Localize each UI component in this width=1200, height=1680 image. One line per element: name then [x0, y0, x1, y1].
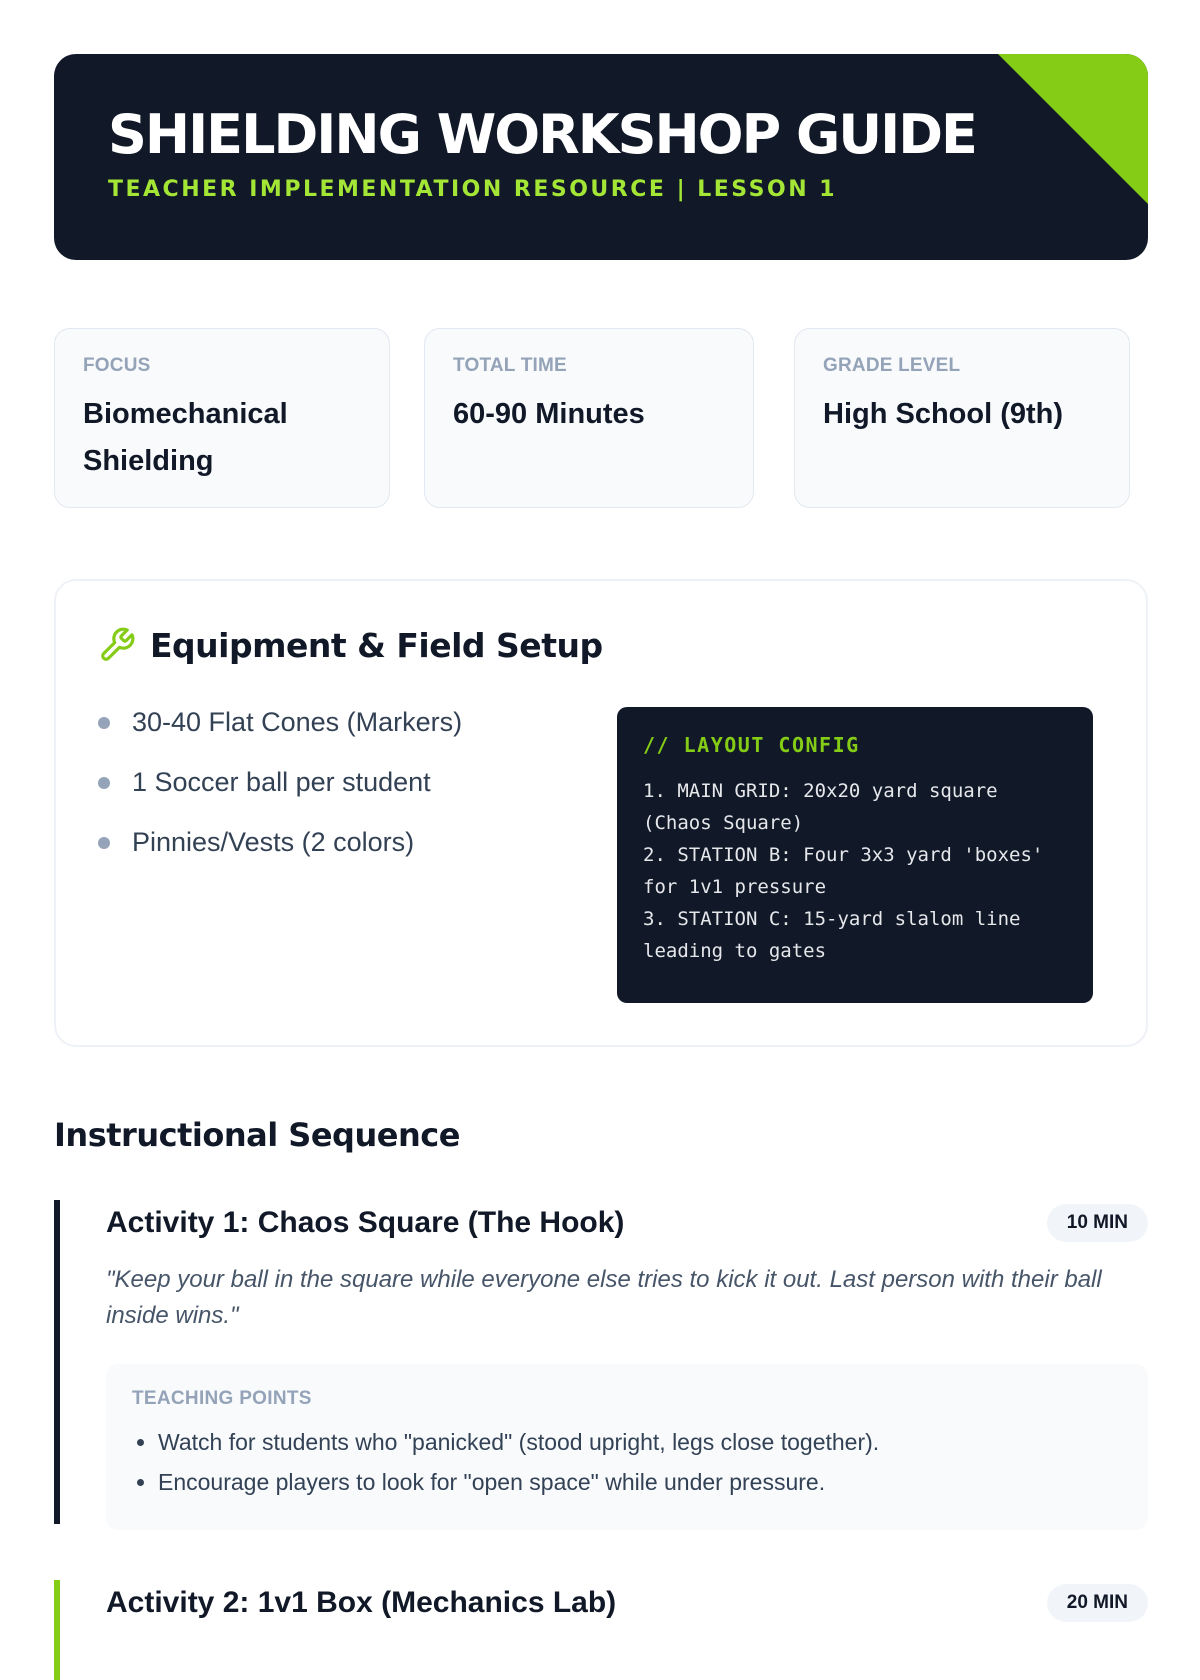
- bullet-icon: [98, 717, 110, 729]
- teaching-points-label: TEACHING POINTS: [132, 1388, 312, 1409]
- equipment-item: Pinnies/Vests (2 colors): [132, 827, 415, 857]
- activity-header: [106, 1580, 1148, 1630]
- stat-label: TOTAL TIME: [453, 355, 567, 376]
- stat-label: FOCUS: [83, 355, 151, 376]
- activity-card: [54, 1580, 1148, 1680]
- equipment-list: [98, 703, 462, 883]
- teaching-points-list: [132, 1422, 1122, 1502]
- activity-header: [106, 1200, 1148, 1250]
- section-title: Instructional Sequence: [54, 1116, 460, 1154]
- page-subtitle: TEACHER IMPLEMENTATION RESOURCE | LESSON 1: [108, 177, 838, 202]
- activity-card: [54, 1200, 1148, 1524]
- bullet-icon: [98, 837, 110, 849]
- duration-badge: 10 MIN: [1047, 1204, 1148, 1242]
- equipment-item: 1 Soccer ball per student: [132, 767, 431, 797]
- list-item: [98, 703, 462, 763]
- config-line: 1. MAIN GRID: 20x20 yard square: [643, 780, 998, 802]
- equipment-header: [98, 623, 603, 667]
- header-banner: [54, 54, 1148, 260]
- activity-quote: "Keep your ball in the square while everyone else tries to kick it out. Last person with their ball inside wins.": [106, 1266, 1102, 1329]
- stat-card-grade-level: [794, 328, 1130, 508]
- stat-label: GRADE LEVEL: [823, 355, 961, 376]
- stat-value: 60-90 Minutes: [453, 398, 645, 430]
- layout-config-block: [617, 707, 1093, 1003]
- config-line: (Chaos Square): [643, 812, 804, 834]
- equipment-item: 30-40 Flat Cones (Markers): [132, 707, 463, 737]
- equipment-title: Equipment & Field Setup: [150, 625, 603, 665]
- config-line: 3. STATION C: 15-yard slalom line: [643, 908, 1021, 930]
- duration-badge: 20 MIN: [1047, 1584, 1148, 1622]
- layout-config-lines: [643, 775, 1067, 967]
- list-item: [98, 823, 462, 883]
- activity-title: Activity 1: Chaos Square (The Hook): [106, 1206, 625, 1239]
- config-line: 2. STATION B: Four 3x3 yard 'boxes': [643, 844, 1044, 866]
- layout-config-title: // LAYOUT CONFIG: [643, 733, 860, 757]
- stat-card-focus: [54, 328, 390, 508]
- stats-row: [54, 328, 1148, 510]
- list-item: • Encourage players to look for "open space" while under pressure.: [158, 1462, 1122, 1502]
- stat-card-total-time: [424, 328, 754, 508]
- stat-value: High School (9th): [823, 398, 1064, 430]
- equipment-card: [54, 579, 1148, 1047]
- bullet-icon: [98, 777, 110, 789]
- teaching-points-box: [106, 1364, 1148, 1530]
- header-accent-corner: [998, 54, 1148, 204]
- config-line: leading to gates: [643, 940, 827, 962]
- config-line: for 1v1 pressure: [643, 876, 827, 898]
- wrench-icon: [98, 626, 136, 664]
- page-title: SHIELDING WORKSHOP GUIDE: [108, 103, 976, 166]
- list-item: • Watch for students who "panicked" (stood upright, legs close together).: [158, 1422, 1122, 1462]
- workshop-guide-page: [54, 54, 1148, 1619]
- list-item: [98, 763, 462, 823]
- stat-value: Biomechanical Shielding: [83, 398, 288, 477]
- activity-title: Activity 2: 1v1 Box (Mechanics Lab): [106, 1586, 617, 1619]
